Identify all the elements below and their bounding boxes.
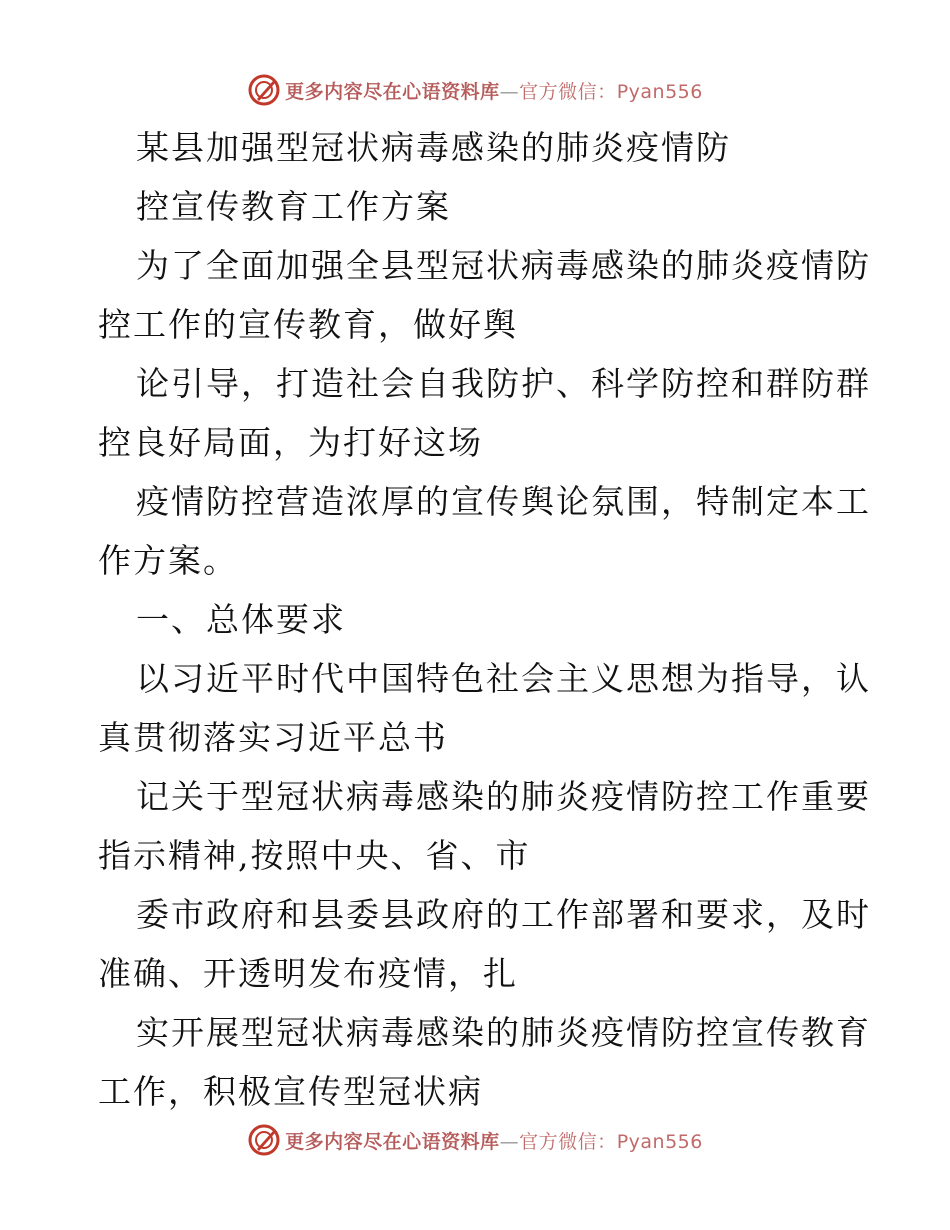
watermark-text: 更多内容尽在心语资料库—官方微信：Pyan556 bbox=[285, 80, 703, 103]
paragraph-line: 委市政府和县委县政府的工作部署和要求，及时 bbox=[136, 895, 871, 934]
paragraph-line: 以习近平时代中国特色社会主义思想为指导，认 bbox=[136, 659, 871, 698]
footer-watermark bbox=[0, 1120, 950, 1160]
paragraph-line: 作方案。 bbox=[98, 541, 238, 580]
paragraph-line: 真贯彻落实习近平总书 bbox=[98, 718, 448, 757]
paragraph-line: 实开展型冠状病毒感染的肺炎疫情防控宣传教育 bbox=[136, 1013, 871, 1052]
paragraph-line: 论引导，打造社会自我防护、科学防控和群防群 bbox=[136, 364, 871, 403]
paragraph-line: 工作，积极宣传型冠状病 bbox=[98, 1072, 483, 1111]
paragraph-line: 准确、开透明发布疫情，扎 bbox=[98, 954, 518, 993]
paragraph-line: 指示精神,按照中央、省、市 bbox=[98, 836, 531, 875]
title-line-2: 控宣传教育工作方案 bbox=[136, 187, 451, 226]
paragraph-line: 控工作的宣传教育，做好舆 bbox=[98, 305, 518, 344]
document-body bbox=[98, 118, 871, 1121]
pen-logo-icon bbox=[247, 1123, 281, 1157]
paragraph-line: 控良好局面，为打好这场 bbox=[98, 423, 483, 462]
pen-logo-icon bbox=[247, 73, 281, 107]
section-heading: 一、总体要求 bbox=[136, 600, 346, 639]
paragraph-line: 疫情防控营造浓厚的宣传舆论氛围，特制定本工 bbox=[136, 482, 871, 521]
paragraph-line: 为了全面加强全县型冠状病毒感染的肺炎疫情防 bbox=[136, 246, 871, 285]
title-line-1: 某县加强型冠状病毒感染的肺炎疫情防 bbox=[136, 128, 731, 167]
paragraph-line: 记关于型冠状病毒感染的肺炎疫情防控工作重要 bbox=[136, 777, 871, 816]
header-watermark bbox=[0, 70, 950, 110]
watermark-text: 更多内容尽在心语资料库—官方微信：Pyan556 bbox=[285, 1130, 703, 1153]
